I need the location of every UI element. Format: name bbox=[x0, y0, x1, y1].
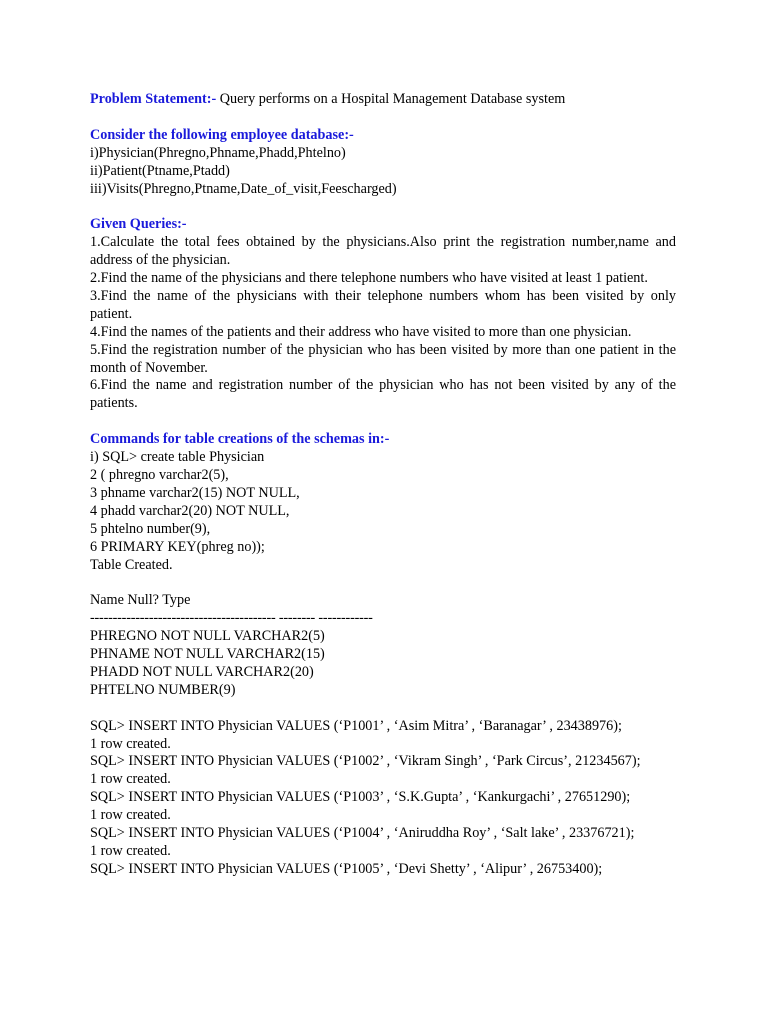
queries-heading: Given Queries:- bbox=[90, 216, 187, 233]
query-item: 3.Find the name of the physicians with their telephone numbers whom has been visited by only patient. bbox=[90, 287, 676, 322]
document-page bbox=[90, 91, 676, 879]
sql-line: 6 PRIMARY KEY(phreg no)); bbox=[90, 538, 265, 555]
describe-section bbox=[90, 592, 676, 699]
sql-line: 3 phname varchar2(15) NOT NULL, bbox=[90, 484, 300, 501]
commands-heading: Commands for table creations of the schemas in:- bbox=[90, 431, 390, 448]
sql-line: 2 ( phregno varchar2(5), bbox=[90, 466, 229, 483]
describe-row: PHREGNO NOT NULL VARCHAR2(5) bbox=[90, 628, 325, 645]
insert-statement: SQL> INSERT INTO Physician VALUES (‘P1001’ , ‘Asim Mitra’ , ‘Baranagar’ , 23438976); bbox=[90, 717, 622, 734]
database-section bbox=[90, 127, 676, 199]
insert-result: 1 row created. bbox=[90, 807, 171, 824]
insert-section bbox=[90, 718, 676, 879]
query-item: 4.Find the names of the patients and their address who have visited to more than one physician. bbox=[90, 323, 632, 340]
spacer bbox=[90, 198, 676, 216]
query-item: 1.Calculate the total fees obtained by the physicians.Also print the registration number,name and address of the physician. bbox=[90, 234, 676, 269]
spacer bbox=[90, 574, 676, 592]
spacer bbox=[90, 109, 676, 127]
insert-result: 1 row created. bbox=[90, 842, 171, 859]
insert-statement: SQL> INSERT INTO Physician VALUES (‘P1003’ , ‘S.K.Gupta’ , ‘Kankurgachi’ , 27651290); bbox=[90, 789, 631, 806]
insert-result: 1 row created. bbox=[90, 735, 171, 752]
schema-item: iii)Visits(Phregno,Ptname,Date_of_visit,Feescharged) bbox=[90, 180, 397, 197]
sql-status: Table Created. bbox=[90, 556, 173, 573]
describe-separator: ----------------------------------------- -------- ------------ bbox=[90, 610, 373, 627]
sql-line: 5 phtelno number(9), bbox=[90, 520, 211, 537]
commands-section bbox=[90, 431, 676, 574]
spacer bbox=[90, 413, 676, 431]
problem-statement-label: Problem Statement:- bbox=[90, 91, 217, 107]
problem-statement bbox=[90, 91, 676, 109]
spacer bbox=[90, 700, 676, 718]
insert-result: 1 row created. bbox=[90, 771, 171, 788]
describe-header: Name Null? Type bbox=[90, 592, 191, 609]
queries-section bbox=[90, 216, 676, 413]
describe-row: PHTELNO NUMBER(9) bbox=[90, 681, 236, 698]
sql-line: 4 phadd varchar2(20) NOT NULL, bbox=[90, 502, 290, 519]
problem-statement-text: Query performs on a Hospital Management Database system bbox=[216, 91, 566, 107]
sql-line: i) SQL> create table Physician bbox=[90, 449, 265, 466]
query-item: 6.Find the name and registration number of the physician who has not been visited by any of the patients. bbox=[90, 377, 676, 412]
query-item: 2.Find the name of the physicians and there telephone numbers who have visited at least 1 patient. bbox=[90, 270, 648, 287]
problem-statement-line bbox=[90, 91, 676, 109]
insert-statement: SQL> INSERT INTO Physician VALUES (‘P1005’ , ‘Devi Shetty’ , ‘Alipur’ , 26753400); bbox=[90, 860, 603, 877]
describe-row: PHADD NOT NULL VARCHAR2(20) bbox=[90, 663, 314, 680]
describe-row: PHNAME NOT NULL VARCHAR2(15) bbox=[90, 646, 325, 663]
insert-statement: SQL> INSERT INTO Physician VALUES (‘P1002’ , ‘Vikram Singh’ , ‘Park Circus’, 21234567); bbox=[90, 753, 641, 770]
database-heading: Consider the following employee database:- bbox=[90, 126, 354, 143]
query-item: 5.Find the registration number of the physician who has been visited by more than one patient in the month of November. bbox=[90, 341, 676, 376]
schema-item: ii)Patient(Ptname,Ptadd) bbox=[90, 162, 230, 179]
schema-item: i)Physician(Phregno,Phname,Phadd,Phtelno) bbox=[90, 144, 346, 161]
insert-statement: SQL> INSERT INTO Physician VALUES (‘P1004’ , ‘Aniruddha Roy’ , ‘Salt lake’ , 23376721); bbox=[90, 825, 635, 842]
